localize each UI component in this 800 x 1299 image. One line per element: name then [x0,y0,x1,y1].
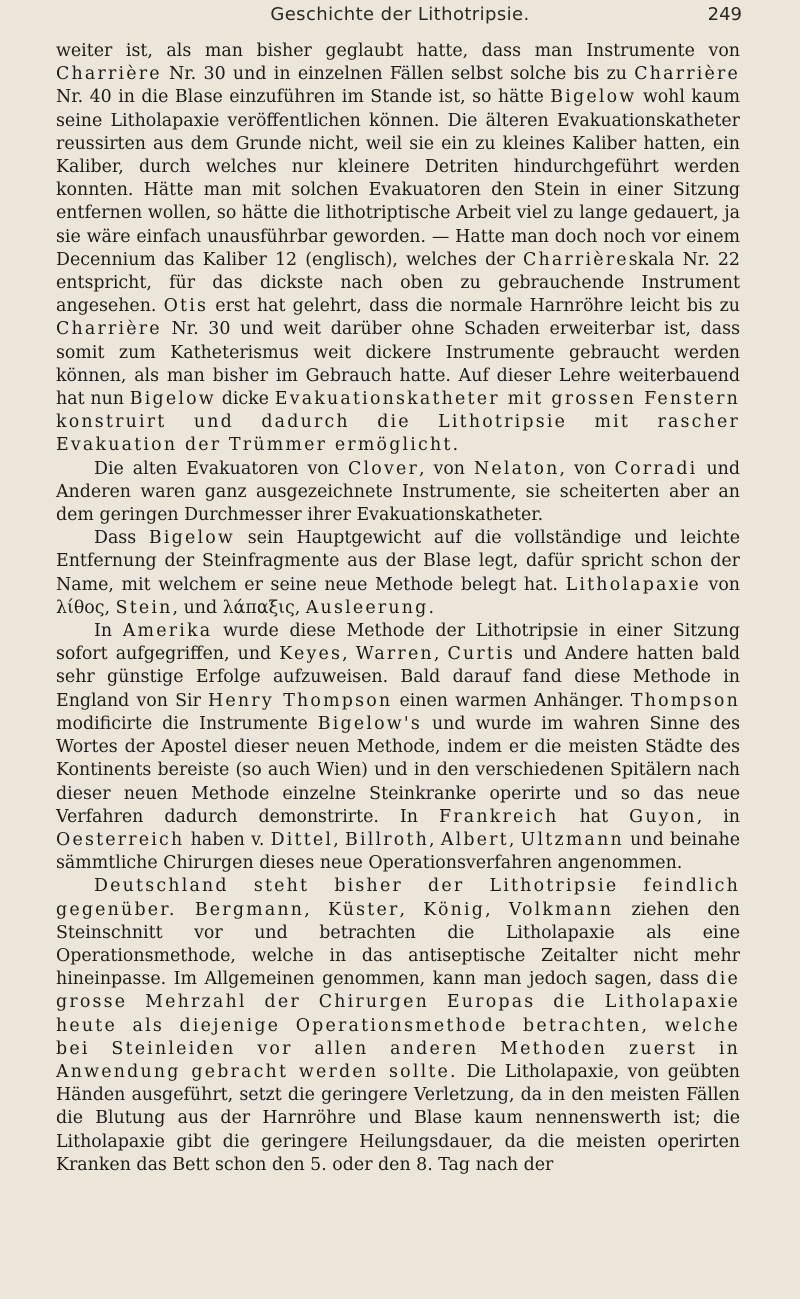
text-run: hat [558,806,630,827]
text-run: von λίθος, [56,574,740,618]
text-run: , [508,829,521,850]
text-run: , [399,899,424,920]
spaced-emphasis: Litholapaxie [565,574,701,595]
text-run: wurde diese Methode der Lithotripsie in einer Sitzung sofort aufgegriffen, und [56,621,740,665]
text-run: weiter ist, als man bisher geglaubt hatte, dass man Instrumente von [56,41,740,61]
spaced-emphasis: Warren [355,644,434,665]
spaced-emphasis: Deutschland steht bisher der Lithotripsie feindlich gegenüber. [56,876,740,920]
spaced-emphasis: Frankreich [438,806,559,827]
text-run: , [333,829,345,850]
spaced-emphasis: Charrière [56,319,162,340]
text-run: sein Hauptgewicht auf die vollständige und leichte Entfernung der Steinfragmente aus der Blase legt, dafür spricht schon der Name, mit welchem er seine neue Methode belegt hat. [56,528,740,595]
spaced-emphasis: Corradi [614,458,698,479]
spaced-emphasis: König [423,899,486,920]
spaced-emphasis: Nelaton [474,458,560,479]
spaced-emphasis: Otis [163,296,209,317]
text-run: und beinahe sämmtliche Chirurgen dieses neue Operationsverfahren angenommen. [56,829,741,874]
text-run: , [342,644,356,665]
text-run: , [433,644,448,665]
text-run: , [304,899,328,920]
text-run: wohl kaum seine Litholapaxie veröffentlichen können. Die älteren Evakuationskatheter reussirten aus dem Grunde nicht, weil sie ein zu kleines Kaliber hatten, ein Kaliber, durch welches nur kleinere Detriten hindurchgeführt werden konnten. Hätte man mit solchen Evakuatoren den Stein in einer Sitzung entfernen wollen, so hätte die lithotriptische Arbeit viel zu lange gedauert, ja sie wäre einfach unausführbar geworden. — Hatte man doch noch vor einem Decennium das Kaliber 12 (englisch), welches der [56,87,740,270]
paragraph-5 [56,875,740,1177]
spaced-emphasis: Bigelow [129,389,216,410]
spaced-emphasis: Curtis [447,644,515,665]
text-run: Dass [94,528,149,549]
text-run: dicke [215,389,275,410]
text-run: und Anderen waren ganz ausgezeichnete Instrumente, sie scheiterten aber an dem geringen Durchmesser ihrer Evakuationskatheter. [56,458,740,526]
text-run: einen warmen Anhänger. [392,690,631,711]
text-run [177,900,195,920]
body-text [56,40,740,1177]
spaced-emphasis: Billroth [344,829,430,850]
spaced-emphasis: Oesterreich [56,829,185,850]
spaced-emphasis: Bigelow [550,87,637,108]
spaced-emphasis: die grosse Mehrzahl der Chirurgen Europas die Litholapaxie heute als diejenige Operationsmethode betrachten, welche bei Steinleiden vor allen anderen Methoden zuerst in Anwendung gebracht werden sollte. [56,969,740,1082]
spaced-emphasis: Ultzmann [520,829,624,850]
paragraph-2 [56,458,740,528]
page-number: 249 [707,4,742,25]
text-run: In [94,621,123,642]
spaced-emphasis: Bigelow [148,528,235,549]
text-run: und Andere hatten bald sehr günstige Erfolge aufzuweisen. Bald darauf fand diese Methode in England von Sir [56,644,740,711]
spaced-emphasis: Stein [115,597,173,618]
text-run: Die alten Evakuatoren von [94,458,348,479]
spaced-emphasis: Amerika [122,621,213,642]
text-run: skala Nr. 22 entspricht, für das dickste nach oben zu gebrauchende Instrument angesehen. [56,249,740,317]
spaced-emphasis: Charrière [522,249,629,270]
text-run: , [429,829,441,850]
spaced-emphasis: Clover [348,458,419,479]
spaced-emphasis: Thompson [630,690,740,711]
spaced-emphasis: Henry Thompson [208,690,393,711]
running-head [0,2,800,32]
spaced-emphasis: Küster [327,899,400,920]
paragraph-1 [56,40,740,458]
text-run: , von [418,458,475,479]
spaced-emphasis: Guyon [629,806,697,827]
text-run: , und λάπαξις, [172,597,306,618]
spaced-emphasis: Albert [440,829,509,850]
text-run: . [428,597,435,618]
paragraph-4 [56,620,740,875]
text-run: Nr. 30 und weit darüber ohne Schaden erweiterbar ist, dass somit zum Katheterismus weit dickere Instrumente gebraucht werden können, als man bisher im Gebrauch hatte. Auf dieser Lehre weiterbauend hat nun [56,319,740,410]
spaced-emphasis: Ausleerung [305,597,429,618]
text-run: haben v. [184,829,271,850]
spaced-emphasis: Charrière [634,64,740,85]
spaced-emphasis: Charrière [56,64,162,85]
running-title: Geschichte der Lithotripsie. [270,4,530,25]
spaced-emphasis: Bergmann [194,899,305,920]
text-run: und wurde im wahren Sinne des Wortes der Apostel dieser neuen Methode, indem er die meisten Städte des Kontinents bereiste (so auch Wien) und in den verschiedenen Spitälern nach dieser neuen Methode einzelne Steinkranke operirte und so das neue Verfahren dadurch demonstrirte. In [56,713,740,827]
text-run: , von [559,458,615,479]
text-run: , in [696,806,740,827]
paragraph-3 [56,527,740,620]
text-run: Die Litholapaxie, von geübten Händen ausgeführt, setzt die geringere Verletzung, da in den meisten Fällen die Blutung aus der Harnröhre und Blase kaum nennenswerth ist; die Litholapaxie gibt die geringere Heilungsdauer, da die meisten operirten Kranken das Bett schon den 5. oder den 8. Tag nach der [56,1061,740,1175]
spaced-emphasis: Dittel [270,829,334,850]
text-run: Nr. 40 in die Blase einzuführen im Stande ist, so hätte [56,87,551,108]
text-run: , [485,899,509,920]
spaced-emphasis: Volkmann [508,899,614,920]
spaced-emphasis: Keyes [279,644,343,665]
spaced-emphasis: Bigelow's [317,713,422,734]
text-run: erst hat gelehrt, dass die normale Harnröhre leicht bis zu [208,296,740,317]
spaced-emphasis: Evakuationskatheter mit grossen Fenstern konstruirt und dadurch die Lithotripsie mit rascher Evakuation der Trümmer ermöglicht. [56,389,740,456]
text-run: Nr. 30 und in einzelnen Fällen selbst solche bis zu [161,64,635,85]
text-run: modificirte die Instrumente [56,713,318,734]
text-run: ziehen den Steinschnitt vor und betrachten die Litholapaxie als eine Operationsmethode, welche in das antiseptische Zeitalter nicht mehr hineinpasse. Im Allgemeinen genommen, kann man jedoch sagen, dass [56,899,740,990]
